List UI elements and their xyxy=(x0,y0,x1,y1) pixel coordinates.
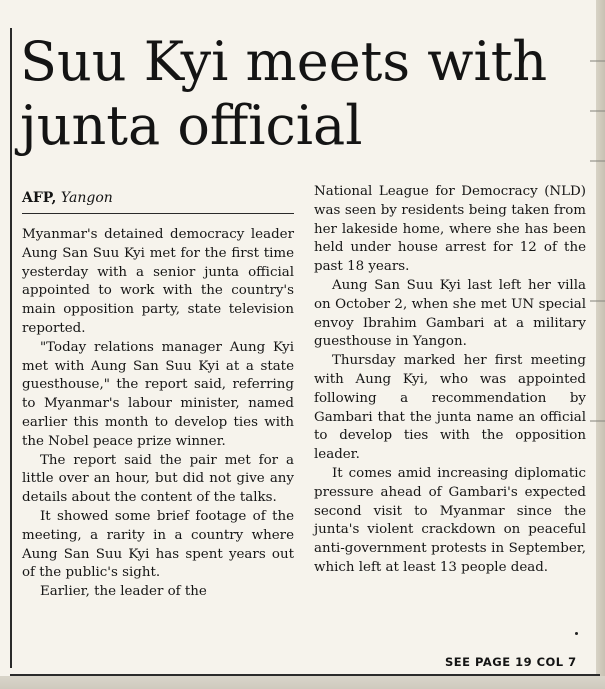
continuation-jump-line: SEE PAGE 19 COL 7 xyxy=(445,655,577,669)
paragraph: National League for Democracy (NLD) was seen by residents being taken from her lakeside home, where she has been held under house arrest for 12 of the past 18 years. xyxy=(314,184,586,275)
byline-location: Yangon xyxy=(60,190,113,206)
byline-source: AFP, xyxy=(22,190,57,206)
adjacent-text-fragment xyxy=(590,160,605,162)
paragraph: The report said the pair met for a little over an hour, but did not give any details about the content of the talks. xyxy=(22,452,294,506)
headline: Suu Kyi meets with junta official xyxy=(20,30,548,157)
article-column-2 xyxy=(314,183,586,578)
paragraph: It comes amid increasing diplomatic pressure ahead of Gambari's expected second visit to Myanmar since the junta's violent crackdown on peaceful anti-government protests in September, which left at least 13 people dead. xyxy=(314,465,586,575)
byline xyxy=(22,189,113,207)
adjacent-page-edge xyxy=(596,0,605,689)
paragraph: It showed some brief footage of the meeting, a rarity in a country where Aung San Suu Kyi has spent years out of the public's sight. xyxy=(22,508,294,581)
adjacent-page-edge-bottom xyxy=(0,676,605,689)
adjacent-text-fragment xyxy=(590,420,605,422)
print-speck xyxy=(575,632,578,635)
adjacent-text-fragment xyxy=(590,300,605,302)
paragraph: Myanmar's detained democracy leader Aung San Suu Kyi met for the first time yesterday with a senior junta official appointed to work with the country's main opposition party, state television reported. xyxy=(22,227,294,336)
adjacent-text-fragment xyxy=(590,60,605,62)
adjacent-text-fragment xyxy=(590,110,605,112)
paragraph: Aung San Suu Kyi last left her villa on October 2, when she met UN special envoy Ibrahim Gambari at a military guesthouse in Yangon. xyxy=(314,277,586,350)
byline-rule xyxy=(22,213,294,214)
paragraph: "Today relations manager Aung Kyi met with Aung San Suu Kyi at a state guesthouse," the report said, referring to Myanmar's labour minister, named earlier this month to develop ties with the Nobel peace prize winner. xyxy=(22,339,294,449)
left-column-rule xyxy=(10,28,12,668)
article-column-1 xyxy=(22,226,294,602)
paragraph: Earlier, the leader of the xyxy=(40,584,207,600)
paragraph: Thursday marked her first meeting with Aung Kyi, who was appointed following a recommendation by Gambari that the junta name an official to develop ties with the opposition leader. xyxy=(314,353,586,463)
